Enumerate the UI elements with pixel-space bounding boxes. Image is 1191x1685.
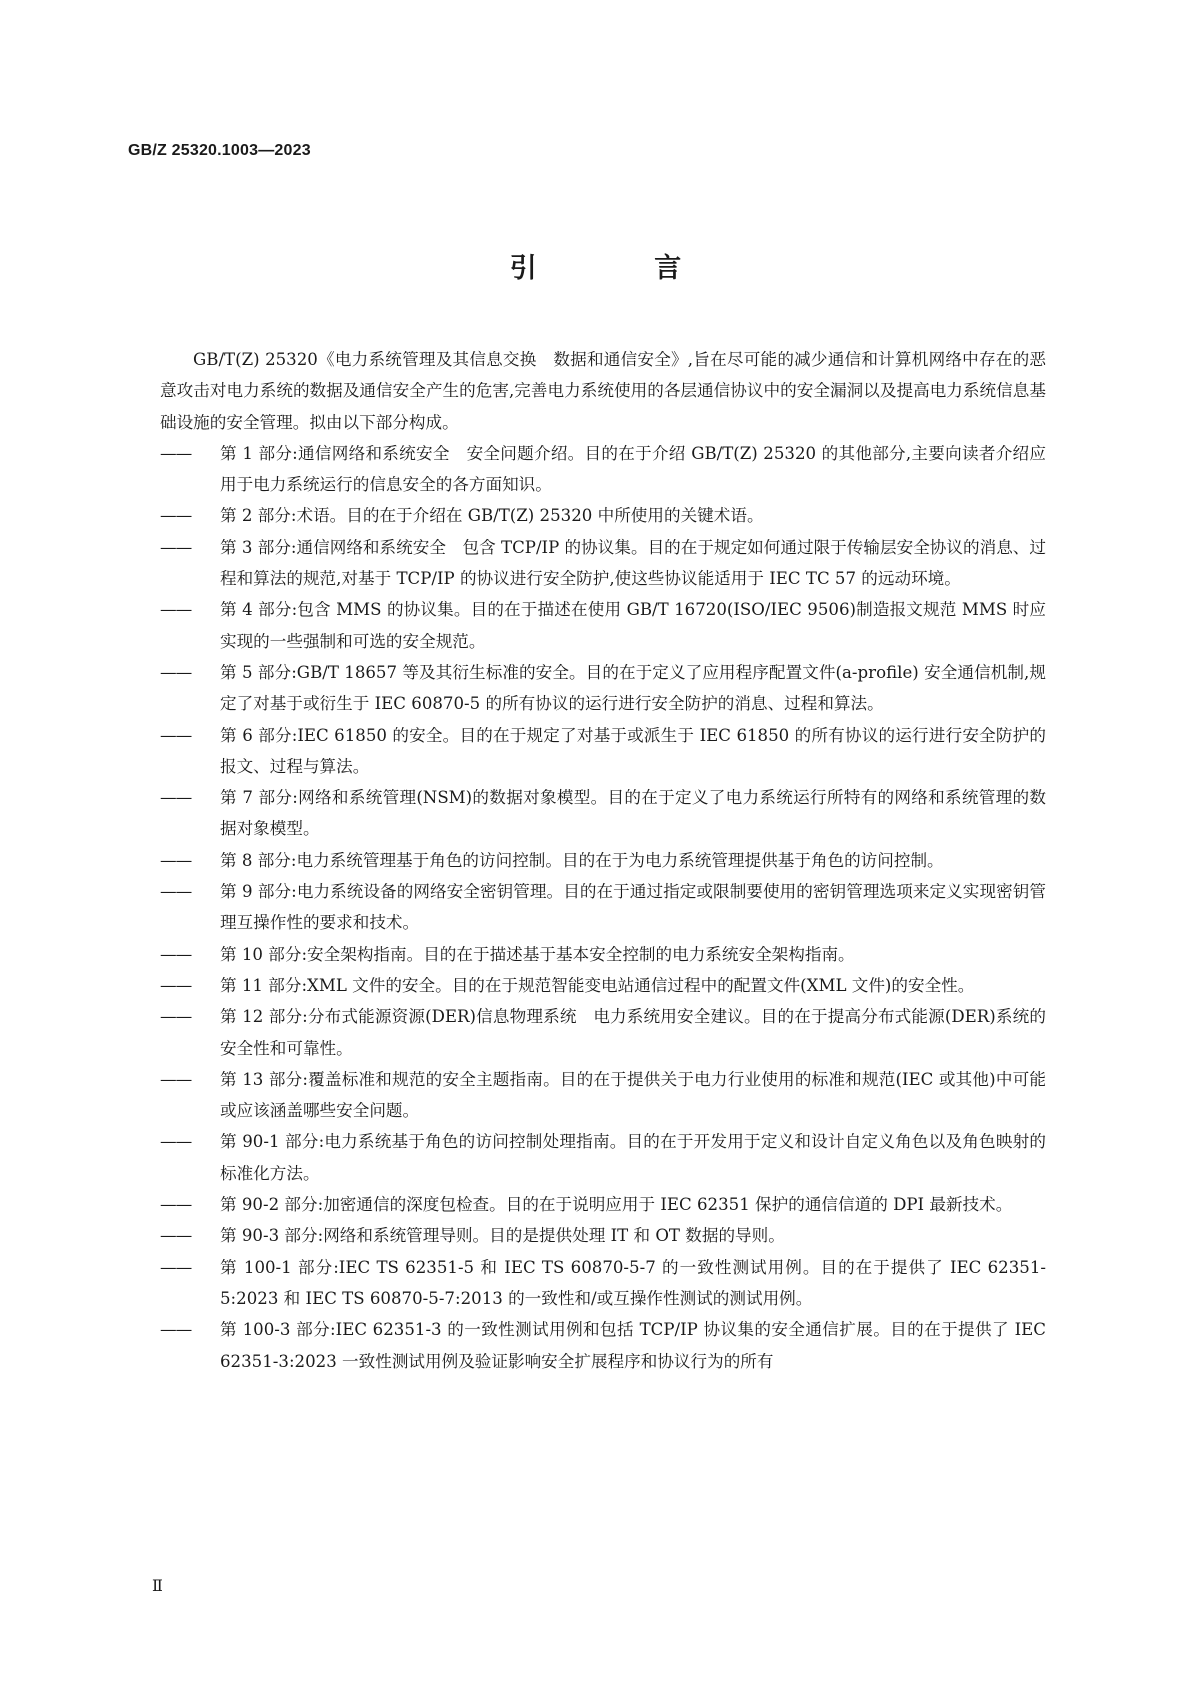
list-item-text: 第 1 部分:通信网络和系统安全 安全问题介绍。目的在于介绍 GB/T(Z) 25320 的其他部分,主要向读者介绍应用于电力系统运行的信息安全的各方面知识。: [220, 443, 1046, 495]
list-item-text: 第 5 部分:GB/T 18657 等及其衍生标准的安全。目的在于定义了应用程序配置文件(a-profile) 安全通信机制,规定了对基于或衍生于 IEC 60870-5 的所有协议的运行进行安全防护的消息、过程和算法。: [220, 662, 1046, 714]
list-item: [160, 532, 1046, 595]
list-dash: ——: [160, 662, 192, 682]
list-item: [160, 1220, 1046, 1251]
list-item-text: 第 90-3 部分:网络和系统管理导则。目的是提供处理 IT 和 OT 数据的导则。: [220, 1226, 785, 1246]
list-dash: ——: [160, 1195, 192, 1215]
page-number: Ⅱ: [152, 1576, 163, 1595]
list-dash: ——: [160, 850, 192, 870]
list-dash: ——: [160, 1132, 192, 1152]
list-item-text: 第 100-1 部分:IEC TS 62351-5 和 IEC TS 60870-5-7 的一致性测试用例。目的在于提供了 IEC 62351-5:2023 和 IEC TS 60870-5-7:2013 的一致性和/或互操作性测试的测试用例。: [220, 1257, 1046, 1308]
list-item-text: 第 10 部分:安全架构指南。目的在于描述基于基本安全控制的电力系统安全架构指南。: [220, 944, 855, 964]
list-item-text: 第 3 部分:通信网络和系统安全 包含 TCP/IP 的协议集。目的在于规定如何通过限于传输层安全协议的消息、过程和算法的规范,对基于 TCP/IP 的协议进行安全防护,使这些协议能适用于 IEC TC 57 的远动环境。: [220, 537, 1046, 589]
list-item-text: 第 11 部分:XML 文件的安全。目的在于规范智能变电站通信过程中的配置文件(XML 文件)的安全性。: [220, 975, 975, 995]
list-item-text: 第 100-3 部分:IEC 62351-3 的一致性测试用例和包括 TCP/IP 协议集的安全通信扩展。目的在于提供了 IEC 62351-3:2023 一致性测试用例及验证影响安全扩展程序和协议行为的所有: [220, 1320, 1046, 1371]
document-body: [160, 344, 1046, 1377]
list-dash: ——: [160, 1226, 192, 1246]
list-item: [160, 939, 1046, 970]
list-item: [160, 500, 1046, 531]
list-dash: ——: [160, 600, 192, 620]
list-dash: ——: [160, 944, 192, 964]
list-item: [160, 1064, 1046, 1127]
list-item-text: 第 9 部分:电力系统设备的网络安全密钥管理。目的在于通过指定或限制要使用的密钥管理选项来定义实现密钥管理互操作性的要求和技术。: [220, 882, 1046, 933]
list-item-text: 第 4 部分:包含 MMS 的协议集。目的在于描述在使用 GB/T 16720(ISO/IEC 9506)制造报文规范 MMS 时应实现的一些强制和可选的安全规范。: [220, 600, 1046, 651]
list-dash: ——: [160, 882, 192, 902]
list-item-text: 第 8 部分:电力系统管理基于角色的访问控制。目的在于为电力系统管理提供基于角色的访问控制。: [220, 850, 944, 870]
list-dash: ——: [160, 725, 192, 745]
list-dash: ——: [160, 1069, 192, 1089]
list-item: [160, 970, 1046, 1001]
list-item: [160, 720, 1046, 783]
list-item: [160, 1252, 1046, 1315]
list-item: [160, 1126, 1046, 1189]
list-item-text: 第 13 部分:覆盖标准和规范的安全主题指南。目的在于提供关于电力行业使用的标准和规范(IEC 或其他)中可能或应该涵盖哪些安全问题。: [220, 1069, 1046, 1121]
list-item: [160, 1314, 1046, 1377]
list-dash: ——: [160, 1320, 192, 1340]
page-title: 引 言: [509, 253, 736, 284]
list-dash: ——: [160, 506, 192, 526]
list-item-text: 第 2 部分:术语。目的在于介绍在 GB/T(Z) 25320 中所使用的关键术语。: [220, 506, 764, 526]
list-dash: ——: [160, 788, 192, 808]
list-item-text: 第 90-2 部分:加密通信的深度包检查。目的在于说明应用于 IEC 62351 保护的通信信道的 DPI 最新技术。: [220, 1195, 1013, 1215]
list-item-text: 第 12 部分:分布式能源资源(DER)信息物理系统 电力系统用安全建议。目的在于提高分布式能源(DER)系统的安全性和可靠性。: [220, 1007, 1046, 1058]
list-item: [160, 1189, 1046, 1220]
list-item: [160, 876, 1046, 939]
list-dash: ——: [160, 1007, 192, 1027]
list-item-text: 第 7 部分:网络和系统管理(NSM)的数据对象模型。目的在于定义了电力系统运行所特有的网络和系统管理的数据对象模型。: [220, 788, 1046, 839]
list-item-text: 第 90-1 部分:电力系统基于角色的访问控制处理指南。目的在于开发用于定义和设计自定义角色以及角色映射的标准化方法。: [220, 1132, 1046, 1183]
list-item: [160, 594, 1046, 657]
list-item: [160, 438, 1046, 501]
standard-code: GB/Z 25320.1003—2023: [128, 142, 311, 159]
list-item: [160, 1001, 1046, 1064]
intro-paragraph: GB/T(Z) 25320《电力系统管理及其信息交换 数据和通信安全》,旨在尽可能的减少通信和计算机网络中存在的恶意攻击对电力系统的数据及通信安全产生的危害,完善电力系统使用的各层通信协议中的安全漏洞以及提高电力系统信息基础设施的安全管理。拟由以下部分构成。: [160, 350, 1046, 432]
list-dash: ——: [160, 443, 192, 463]
list-dash: ——: [160, 1257, 192, 1277]
list-item: [160, 657, 1046, 720]
list-item-text: 第 6 部分:IEC 61850 的安全。目的在于规定了对基于或派生于 IEC 61850 的所有协议的运行进行安全防护的报文、过程与算法。: [220, 725, 1046, 776]
list-dash: ——: [160, 975, 192, 995]
list-item: [160, 845, 1046, 876]
list-dash: ——: [160, 537, 192, 557]
list-item: [160, 782, 1046, 845]
